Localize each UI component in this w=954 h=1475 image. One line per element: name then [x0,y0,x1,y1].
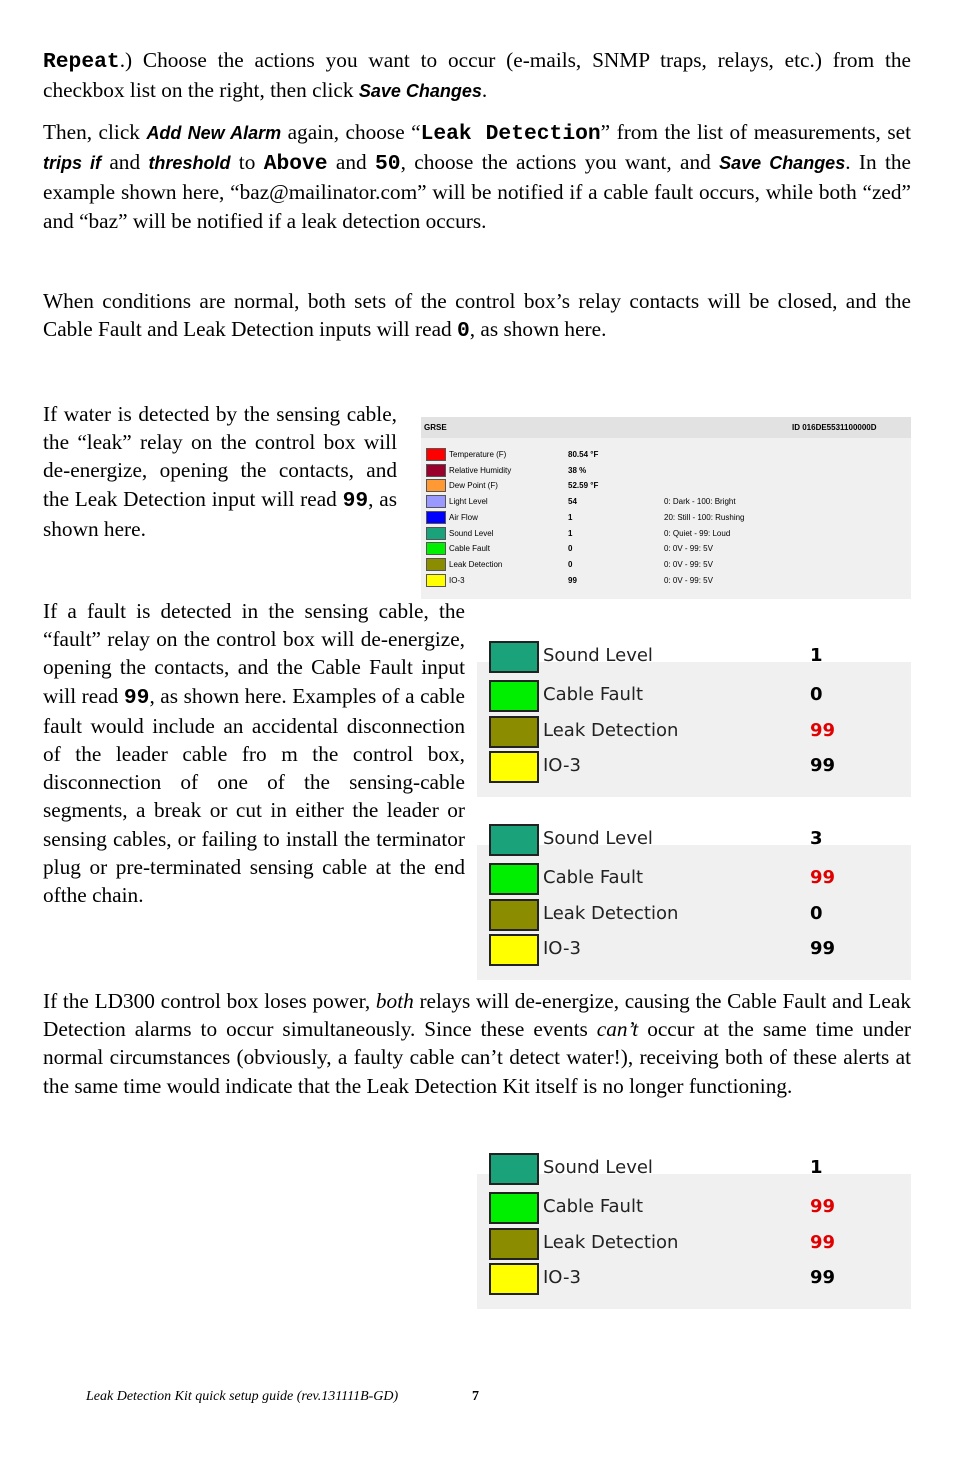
emphasis-cant: can’t [596,1017,639,1042]
crop-row-io-3: IO-3 99 [477,933,911,969]
crop-row-sound-level-partial: Sound Level 1 [477,1152,911,1188]
crop-row-cable-fault: Cable Fault 99 [477,862,911,898]
sensor-row-dew-point: Dew Point (F) 52.59 °F [421,478,911,493]
sensor-row-io-3: IO-3 99 0: 0V - 99: 5V [421,573,911,588]
crop-row-leak-detection: Leak Detection 0 [477,898,911,934]
sensor-row-sound-level: Sound Level 1 0: Quiet - 99: Loud [421,526,911,541]
crop-row-sound-level-partial: Sound Level 3 [477,823,911,859]
crop-row-cable-fault: Cable Fault 0 [477,679,911,715]
ui-threshold: threshold [148,153,231,174]
sensor-id: ID 016DE5531100000D [792,423,877,432]
color-swatch [489,824,539,856]
paragraph-add-alarm: Then, click Add New Alarm again, choose “Leak Detection” from the list of measurements, set trips if and threshold to Above and 50, choose the actions you want, and Save Changes. In the example shown here, “baz@mailinator.com” will be notified if a cable fault occurs, while both “zed” and “baz” will be notified if a leak detection occurs. [43,120,911,233]
color-swatch [489,1192,539,1224]
ui-save-changes: Save Changes [358,81,482,102]
color-swatch [489,899,539,931]
crop-row-leak-detection: Leak Detection 99 [477,1227,911,1263]
color-swatch [489,863,539,895]
sensor-panel-header [421,417,911,438]
color-swatch [426,511,446,524]
color-swatch [489,680,539,712]
keyword-leak-detection: Leak Detection [420,122,601,146]
color-swatch [489,716,539,748]
color-swatch [426,495,446,508]
color-swatch [426,479,446,492]
sensor-panel [421,417,911,599]
paragraph-repeat: Repeat.) Choose the actions you want to occur (e-mails, SNMP traps, relays, etc.) from the checkbox list on the right, then click Save Changes. [43,48,911,103]
crop-leak-detected [477,645,911,797]
color-swatch [426,527,446,540]
keyword-99: 99 [342,488,369,513]
color-swatch [426,464,446,477]
color-swatch [489,1263,539,1295]
keyword-99-fault: 99 [123,685,150,710]
paragraph-cable-fault: If a fault is detected in the sensing cable, the “fault” relay on the control box will de-energize, opening the contacts, and the Cable Fault input will read 99, as shown here. Examples of a cable fault would include an accidental disconnection of the leader cable fro m the control box, disconnection of one of the sensing-cable segments, a break or cut in either the leader or sensing cables, or failing to install the terminator plug or pre-terminated sensing cable at the end ofthe chain. [43,599,465,908]
ui-trips-if: trips if [43,153,102,174]
sensor-row-air-flow: Air Flow 1 20: Still - 100: Rushing [421,510,911,525]
keyword-50: 50 [375,152,401,177]
page-number: 7 [472,1389,479,1404]
keyword-above: Above [263,152,328,177]
sensor-row-cable-fault: Cable Fault 0 0: 0V - 99: 5V [421,541,911,556]
crop-power-loss [477,1157,911,1309]
sensor-row-leak-detection: Leak Detection 0 0: 0V - 99: 5V [421,557,911,572]
footer-title: Leak Detection Kit quick setup guide (rev.131111B-GD) [86,1389,399,1404]
ui-add-new-alarm: Add New Alarm [146,123,282,143]
color-swatch [489,641,539,673]
crop-cable-fault [477,828,911,980]
color-swatch [489,1228,539,1260]
color-swatch [426,448,446,461]
sensor-row-temperature: Temperature (F) 80.54 °F [421,447,911,462]
color-swatch [426,574,446,587]
keyword-repeat: Repeat [43,50,120,74]
color-swatch [489,751,539,783]
color-swatch [489,934,539,966]
sensor-row-light-level: Light Level 54 0: Dark - 100: Bright [421,494,911,509]
sensor-name: GRSE [424,423,447,432]
color-swatch [426,558,446,571]
crop-row-cable-fault: Cable Fault 99 [477,1191,911,1227]
crop-row-io-3: IO-3 99 [477,750,911,786]
keyword-0: 0 [457,319,470,344]
sensor-row-humidity: Relative Humidity 38 % [421,463,911,478]
paragraph-power-loss: If the LD300 control box loses power, both relays will de-energize, causing the Cable Fault and Leak Detection alarms to occur simultaneously. Since these events can’t occur at the same time under normal circumstances (obviously, a faulty cable can’t detect water!), receiving both of these alerts at the same time would indicate that the Leak Detection Kit itself is no longer functioning. [43,989,911,1098]
color-swatch [426,542,446,555]
paragraph-water-detected: If water is detected by the sensing cable, the “leak” relay on the control box will de-energize, opening the contacts, and the Leak Detection input will read 99, as shown here. [43,402,397,541]
crop-row-io-3: IO-3 99 [477,1262,911,1298]
emphasis-both: both [375,989,414,1013]
crop-row-leak-detection: Leak Detection 99 [477,715,911,751]
paragraph-normal-conditions: When conditions are normal, both sets of the control box’s relay contacts will be closed, and the Cable Fault and Leak Detection inputs will read 0, as shown here. [43,289,911,344]
crop-row-sound-level-partial: Sound Level 1 [477,640,911,676]
ui-save-changes-2: Save Changes [719,153,846,174]
color-swatch [489,1153,539,1185]
